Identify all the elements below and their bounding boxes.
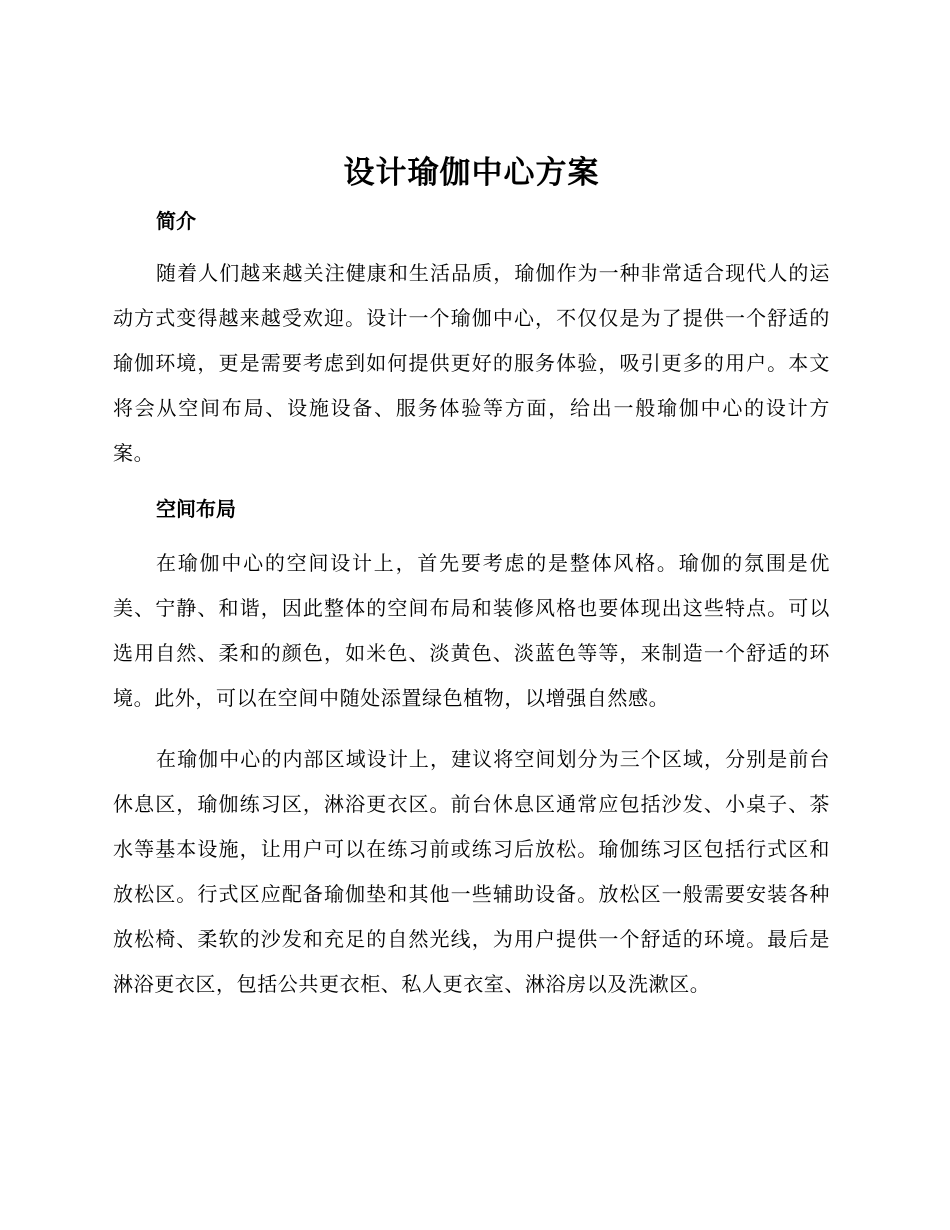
section-heading-space-layout: 空间布局 (156, 497, 236, 521)
paragraph-intro: 随着人们越来越关注健康和生活品质，瑜伽作为一种非常适合现代人的运动方式变得越来越受欢迎。设计一个瑜伽中心，不仅仅是为了提供一个舒适的瑜伽环境，更是需要考虑到如何提供更好的服务体验，吸引更多的用户。本文将会从空间布局、设施设备、服务体验等方面，给出一般瑜伽中心的设计方案。 (113, 261, 830, 465)
document-title: 设计瑜伽中心方案 (343, 155, 600, 191)
paragraph-space-style: 在瑜伽中心的空间设计上，首先要考虑的是整体风格。瑜伽的氛围是优美、宁静、和谐，因此整体的空间布局和装修风格也要体现出这些特点。可以选用自然、柔和的颜色，如米色、淡黄色、淡蓝色等等，来制造一个舒适的环境。此外，可以在空间中随处添置绿色植物，以增强自然感。 (113, 551, 830, 710)
paragraph-space-zones: 在瑜伽中心的内部区域设计上，建议将空间划分为三个区域，分别是前台休息区，瑜伽练习区，淋浴更衣区。前台休息区通常应包括沙发、小桌子、茶水等基本设施，让用户可以在练习前或练习后放松。瑜伽练习区包括行式区和放松区。行式区应配备瑜伽垫和其他一些辅助设备。放松区一般需要安装各种放松椅、柔软的沙发和充足的自然光线，为用户提供一个舒适的环境。最后是淋浴更衣区，包括公共更衣柜、私人更衣室、淋浴房以及洗漱区。 (113, 747, 830, 996)
section-heading-intro: 简介 (156, 209, 196, 233)
document-page (113, 150, 830, 1007)
